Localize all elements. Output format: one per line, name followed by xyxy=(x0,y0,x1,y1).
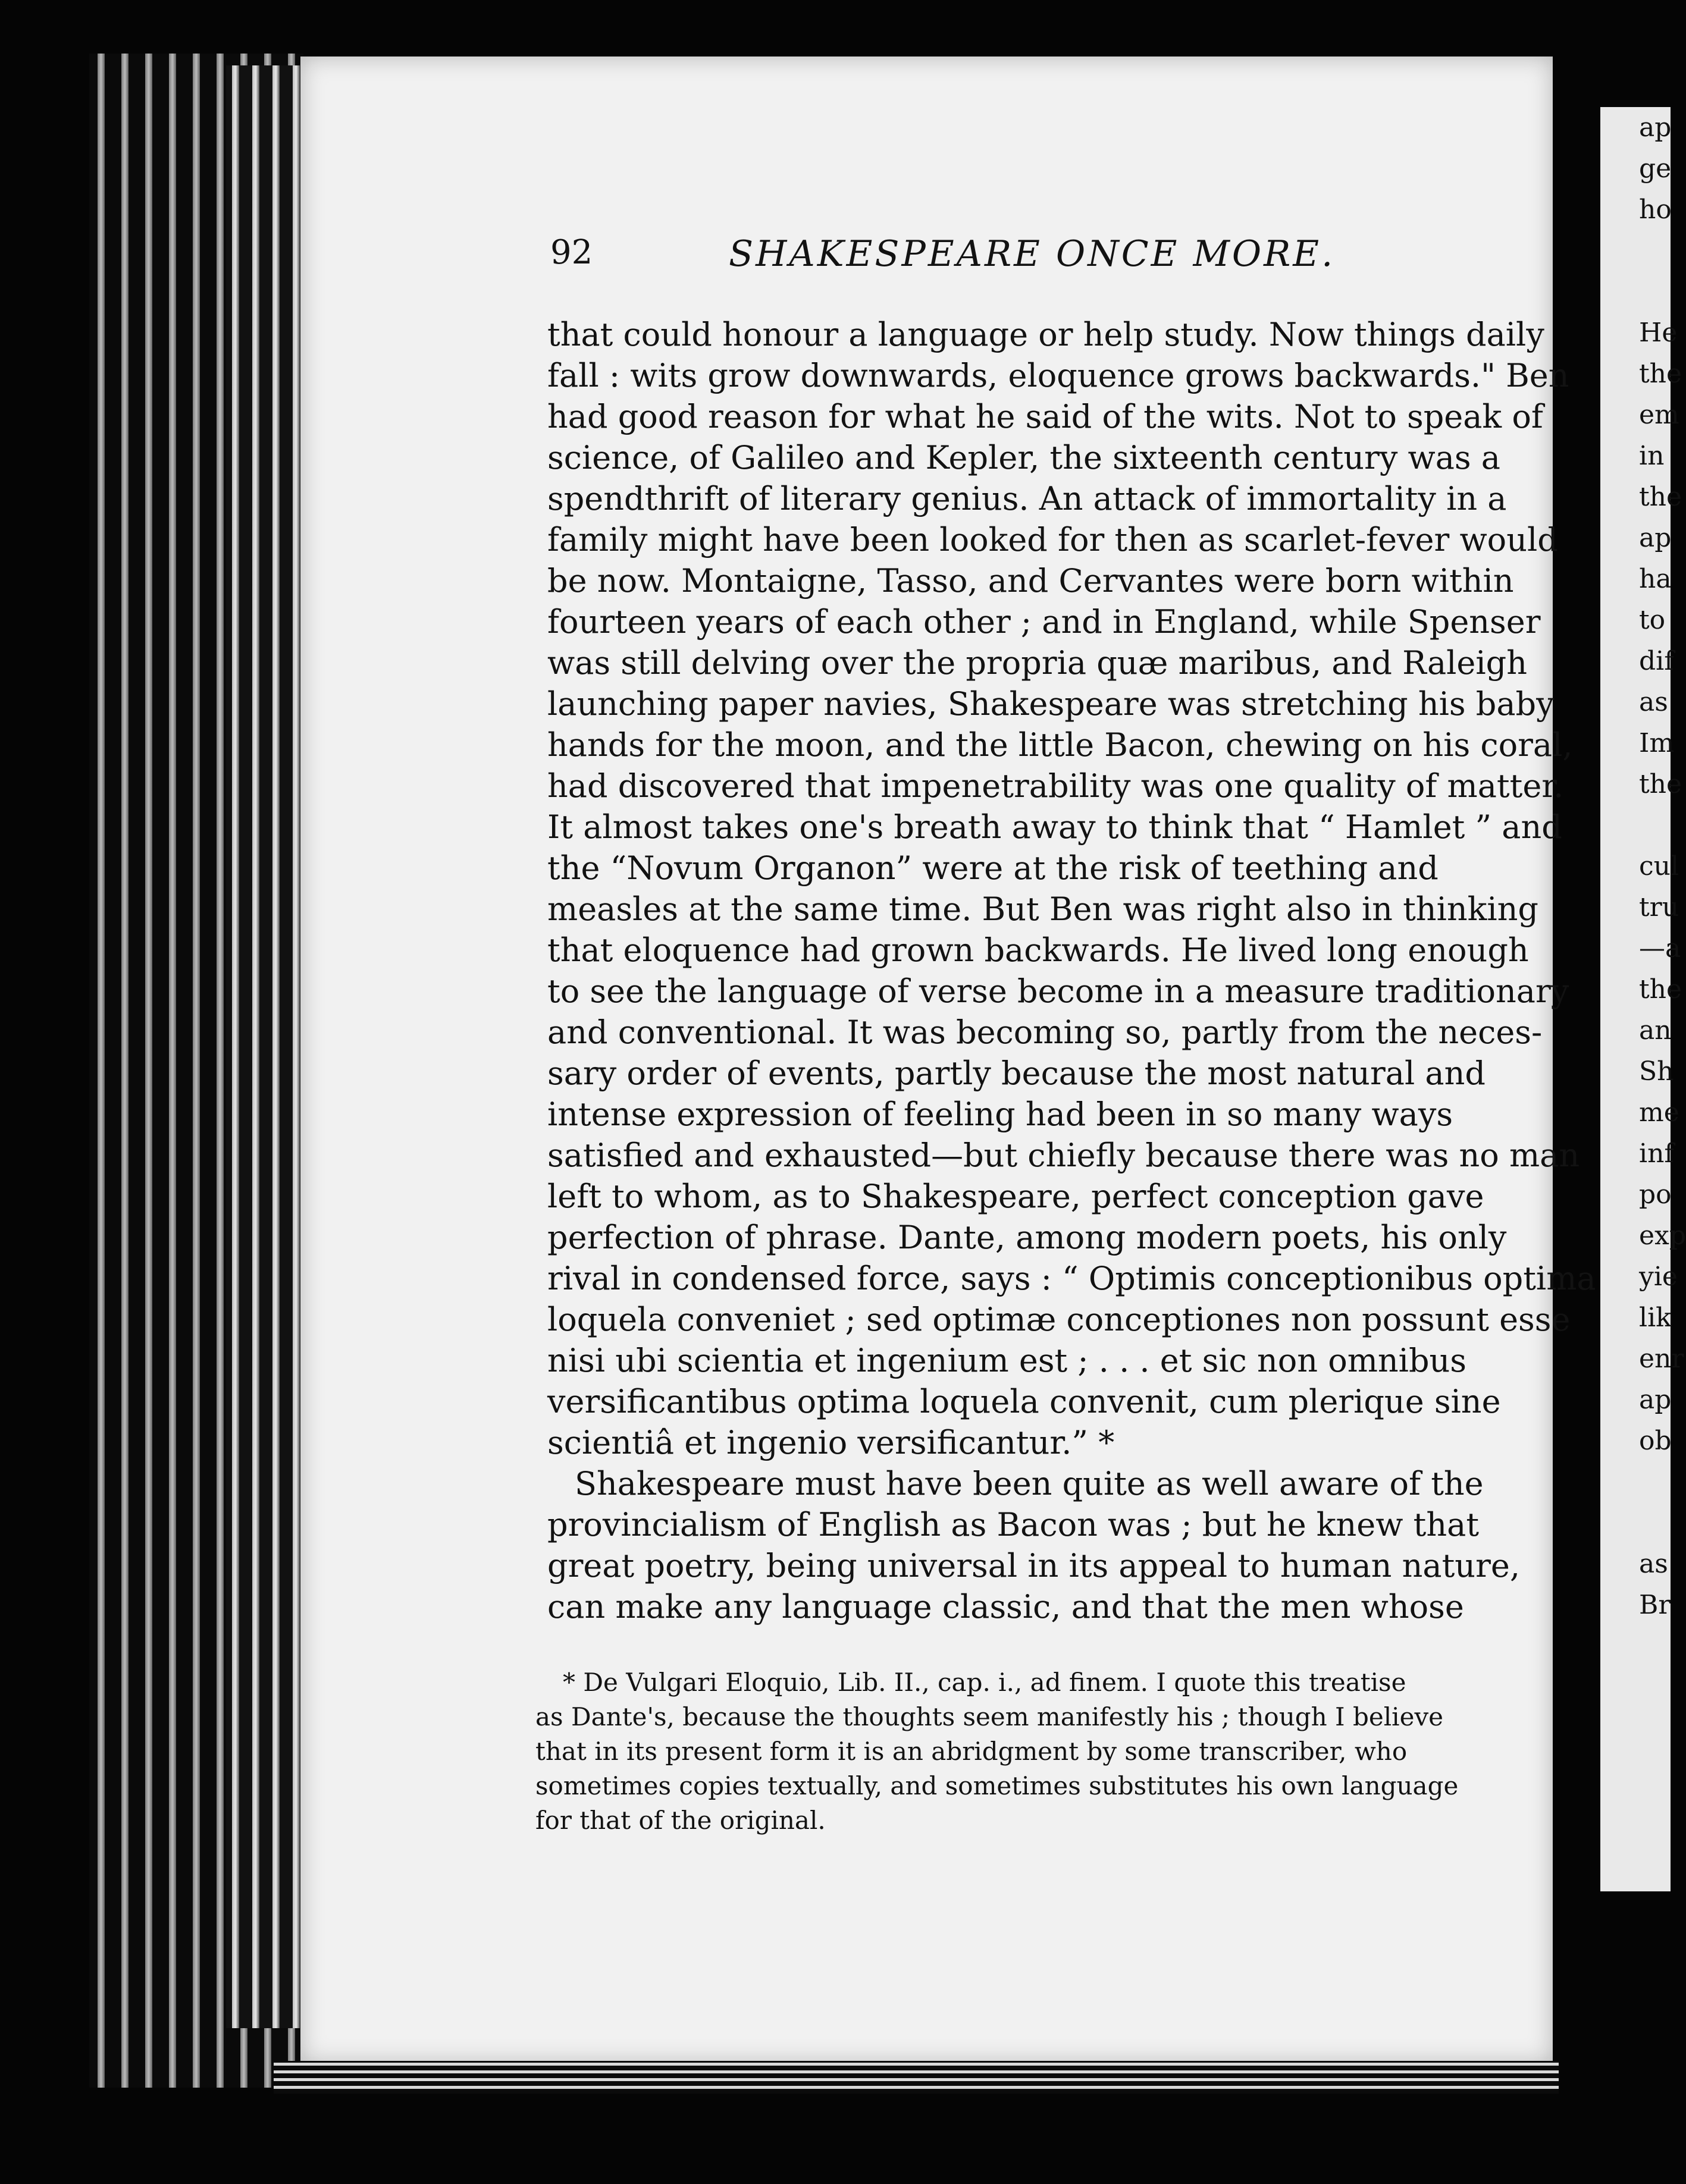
facing-page-fragment: Br xyxy=(1639,1590,1671,1620)
text-line: spendthrift of literary genius. An attack of immortality in a xyxy=(547,480,1507,517)
text-line: Shakespeare must have been quite as well aware of the xyxy=(575,1465,1484,1502)
facing-page-fragment: me xyxy=(1639,1097,1679,1128)
footnote xyxy=(535,1665,1523,1838)
facing-page-fragment: ap xyxy=(1639,1385,1672,1415)
facing-page-fragment: an xyxy=(1639,1015,1672,1046)
facing-page-fragment: Sh xyxy=(1639,1056,1674,1087)
facing-page-fragment: in xyxy=(1639,441,1665,471)
text-line: that eloquence had grown backwards. He lived long enough xyxy=(547,931,1529,969)
body-text xyxy=(547,314,1596,1627)
text-line: fourteen years of each other ; and in England, while Spenser xyxy=(547,603,1541,641)
text-line: family might have been looked for then as scarlet-fever would xyxy=(547,521,1558,558)
facing-page-fragment: inf xyxy=(1639,1138,1674,1169)
facing-page-fragment: tru xyxy=(1639,892,1679,922)
facing-page-fragment: the xyxy=(1639,359,1682,389)
facing-page-fragment: as xyxy=(1639,687,1668,717)
facing-page-fragment xyxy=(1600,805,1671,846)
facing-page-fragment: lik xyxy=(1639,1303,1672,1333)
text-line: had good reason for what he said of the wits. Not to speak of xyxy=(547,398,1543,435)
facing-page-fragment xyxy=(1600,230,1671,271)
text-line: It almost takes one's breath away to think that “ Hamlet ” and xyxy=(547,808,1562,846)
facing-page-fragment: dif xyxy=(1639,646,1674,676)
facing-page-fragment: ob xyxy=(1639,1426,1672,1456)
text-line: science, of Galileo and Kepler, the sixteenth century was a xyxy=(547,439,1500,476)
text-line: to see the language of verse become in a measure traditionary xyxy=(547,972,1569,1010)
text-line: can make any language classic, and that the men whose xyxy=(547,1588,1464,1626)
text-line: that could honour a language or help study. Now things daily xyxy=(547,316,1544,353)
footnote-line: that in its present form it is an abridgment by some transcriber, who xyxy=(535,1737,1408,1766)
text-line: rival in condensed force, says : “ Optimis conceptionibus optima xyxy=(547,1260,1596,1297)
facing-page-fragment: yie xyxy=(1639,1262,1678,1292)
text-line: satisfied and exhausted—but chiefly because there was no man xyxy=(547,1137,1580,1174)
text-line: provincialism of English as Bacon was ; but he knew that xyxy=(547,1506,1480,1543)
facing-page-edge xyxy=(1600,107,1686,1891)
text-line: be now. Montaigne, Tasso, and Cervantes were born within xyxy=(547,562,1514,600)
text-line: measles at the same time. But Ben was right also in thinking xyxy=(547,890,1538,928)
facing-page-fragment: as xyxy=(1639,1549,1668,1579)
facing-page-fragment: the xyxy=(1639,769,1682,799)
page-header xyxy=(550,233,1365,287)
running-title: SHAKESPEARE ONCE MORE. xyxy=(729,233,1336,275)
facing-page-fragment: po xyxy=(1639,1179,1672,1210)
page-number: 92 xyxy=(550,233,593,272)
text-line: fall : wits grow downwards, eloquence grows backwards." Ben xyxy=(547,357,1569,394)
footnote-line: for that of the original. xyxy=(535,1806,826,1835)
text-line: perfection of phrase. Dante, among modern poets, his only xyxy=(547,1219,1507,1256)
text-line: hands for the moon, and the little Bacon, chewing on his coral, xyxy=(547,726,1573,764)
facing-page-fragment: Im xyxy=(1639,728,1675,758)
text-line: and conventional. It was becoming so, partly from the neces- xyxy=(547,1013,1543,1051)
text-line: had discovered that impenetrability was one quality of matter. xyxy=(547,767,1564,805)
text-line: sary order of events, partly because the most natural and xyxy=(547,1055,1486,1092)
text-line: versificantibus optima loquela convenit, cum plerique sine xyxy=(547,1383,1501,1420)
facing-page-fragment: He xyxy=(1639,318,1678,348)
facing-page-fragment: ho xyxy=(1639,194,1672,225)
text-line: was still delving over the propria quæ maribus, and Raleigh xyxy=(547,644,1527,682)
footnote-line: as Dante's, because the thoughts seem manifestly his ; though I believe xyxy=(535,1702,1444,1731)
footnote-line: * De Vulgari Eloquio, Lib. II., cap. i., ad finem. I quote this treatise xyxy=(563,1668,1406,1697)
facing-page-fragment: enr xyxy=(1639,1344,1684,1374)
page-stack-edges-inner xyxy=(226,65,309,2028)
text-line: left to whom, as to Shakespeare, perfect conception gave xyxy=(547,1178,1484,1215)
facing-page-fragment: ge xyxy=(1639,153,1672,184)
facing-page-fragment: ap xyxy=(1639,523,1672,553)
text-line: launching paper navies, Shakespeare was stretching his baby xyxy=(547,685,1555,723)
facing-page-fragment: em xyxy=(1639,400,1679,430)
facing-page-fragment xyxy=(1600,271,1671,312)
text-line: scientiâ et ingenio versificantur.” * xyxy=(547,1424,1115,1461)
facing-page-fragment: ap xyxy=(1639,112,1672,143)
page-bottom-edge xyxy=(274,2061,1559,2094)
facing-page-fragment: the xyxy=(1639,974,1682,1005)
facing-page-fragment: cul xyxy=(1639,851,1679,881)
facing-page-fragment: exp xyxy=(1639,1220,1686,1251)
footnote-line: sometimes copies textually, and sometimes substitutes his own language xyxy=(535,1771,1459,1800)
text-line: intense expression of feeling had been in so many ways xyxy=(547,1096,1453,1133)
facing-page-fragment xyxy=(1600,1502,1671,1543)
facing-page-fragment: —a xyxy=(1639,933,1681,964)
text-line: nisi ubi scientia et ingenium est ; . . . et sic non omnibus xyxy=(547,1342,1467,1379)
facing-page-fragment xyxy=(1600,1461,1671,1502)
text-line: loquela conveniet ; sed optimæ conceptiones non possunt esse xyxy=(547,1301,1571,1338)
facing-page-fragment: the xyxy=(1639,482,1682,512)
facing-page-fragment: to xyxy=(1639,605,1666,635)
text-line: great poetry, being universal in its appeal to human nature, xyxy=(547,1547,1521,1584)
facing-page-fragment: ha xyxy=(1639,564,1672,594)
text-line: the “Novum Organon” were at the risk of teething and xyxy=(547,849,1439,887)
